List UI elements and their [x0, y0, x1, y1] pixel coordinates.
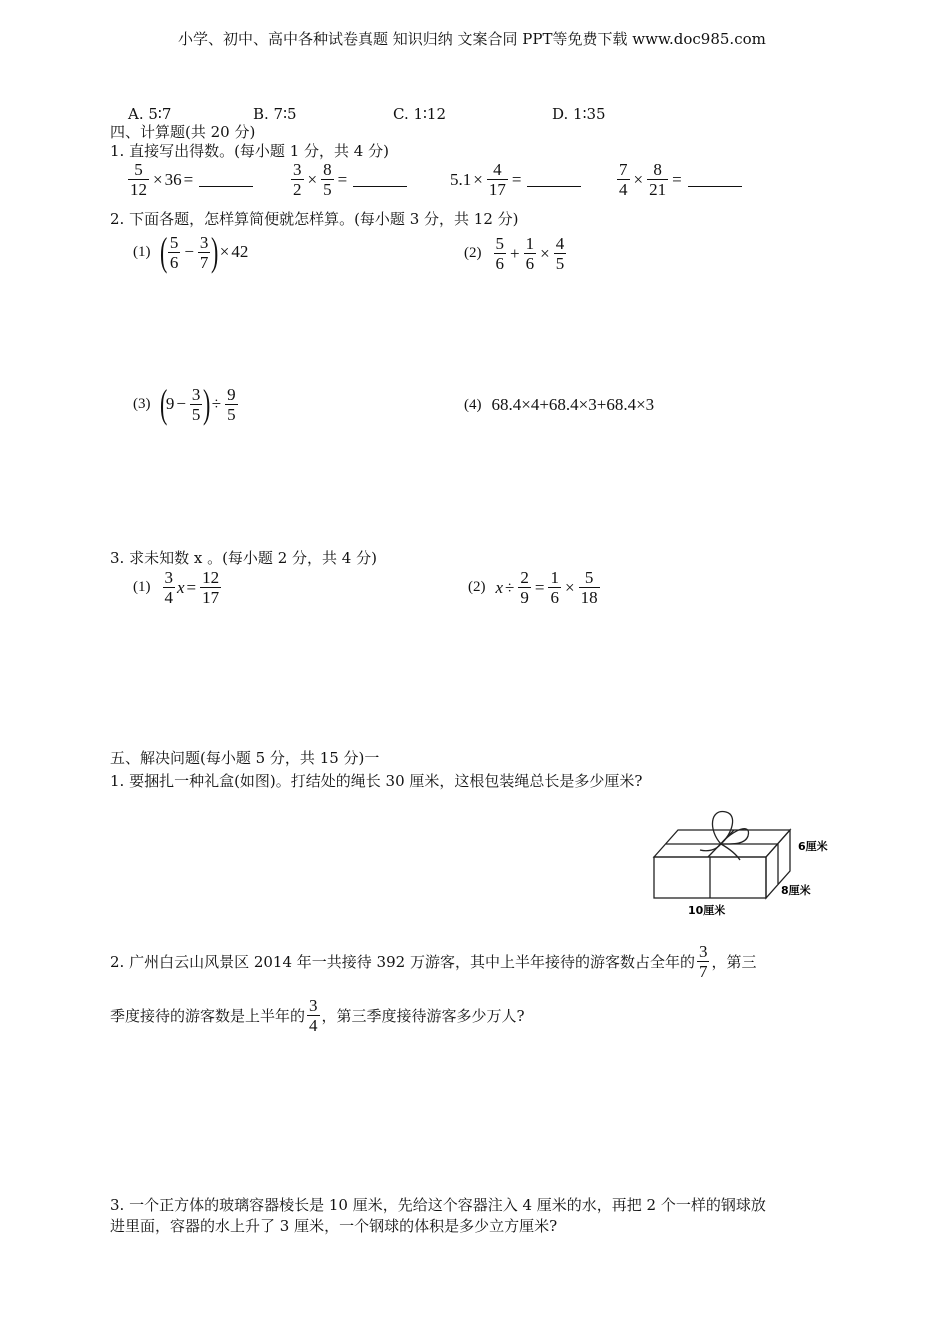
frac-den: 5 [227, 404, 236, 424]
problem-label: (1) [133, 579, 151, 595]
frac-num: 5 [169, 232, 179, 252]
s4-q2-title: 2. 下面各题，怎样算简便就怎样算。(每小题 3 分，共 12 分) [110, 210, 519, 228]
equals-sign: = [511, 169, 522, 189]
s5-q2-text-b: ，第三 [711, 952, 757, 971]
s4-q3-problem-1 [133, 568, 223, 607]
times-sign: × [473, 169, 483, 189]
bow-left-loop [712, 812, 732, 844]
s4-q2-problem-3: (3) ( 9 − $\frac{3}{5}$ ) ÷ $\frac{9}{5}$ [133, 381, 236, 426]
s4-q1-expr-1 [126, 160, 253, 199]
section5-title: 五、解决问题(每小题 5 分，共 15 分)一 [110, 749, 380, 767]
problem-label: (3) [133, 395, 151, 412]
frac-den: 6 [525, 254, 535, 273]
frac-num: 8 [653, 160, 662, 179]
gift-box-figure [648, 800, 840, 920]
frac-num: 3 [293, 160, 302, 179]
s4-q1-expr-4 [615, 160, 742, 199]
equals-sign: = [183, 169, 194, 189]
divide-sign: ÷ [505, 577, 515, 597]
frac-num: 9 [227, 384, 236, 404]
frac-den: 9 [520, 588, 529, 607]
frac-den: 5 [323, 180, 332, 199]
page-header: 小学、初中、高中各种试卷真题 知识归纳 文案合同 PPT等免费下载 www.doc985.com [178, 30, 766, 48]
frac-num: 8 [323, 160, 332, 179]
frac-num: 5 [584, 568, 594, 587]
frac-num: 5 [495, 234, 504, 253]
bow-right-loop [721, 829, 749, 844]
s4-q3-problem-2 [468, 568, 602, 607]
frac-num: 3 [191, 384, 201, 404]
answer-blank[interactable] [527, 172, 581, 187]
number: 36 [164, 169, 182, 189]
number: 42 [231, 242, 249, 261]
number: 9 [165, 394, 175, 413]
frac-den: 5 [191, 404, 201, 424]
equals-sign: = [186, 577, 197, 597]
frac-den: 17 [202, 588, 220, 607]
s4-q2-problem-4 [464, 395, 654, 415]
height-label: 6厘米 [798, 840, 828, 853]
frac-num: 3 [698, 942, 708, 961]
equals-sign: = [534, 577, 545, 597]
frac-den: 4 [309, 1016, 318, 1035]
frac-num: 2 [520, 568, 529, 587]
frac-num: 5 [134, 160, 143, 179]
s4-q2-problem-2 [464, 234, 568, 273]
divide-sign: ÷ [211, 394, 222, 413]
s4-q1-title: 1. 直接写出得数。(每小题 1 分，共 4 分) [110, 142, 389, 160]
problem-label: (2) [464, 245, 482, 261]
equals-sign: = [672, 169, 682, 189]
frac-den: 4 [619, 180, 628, 199]
frac-num: 1 [525, 234, 535, 253]
frac-den: 17 [488, 180, 506, 199]
frac-den: 7 [199, 252, 209, 272]
option-a: A. 5∶7 [128, 105, 172, 123]
width-label: 8厘米 [781, 884, 811, 897]
times-sign: × [564, 577, 575, 597]
length-label: 10厘米 [688, 904, 726, 917]
s5-q3-line2: 进里面，容器的水上升了 3 厘米，一个钢球的体积是多少立方厘米? [110, 1217, 558, 1235]
s5-q3-line1: 3. 一个正方体的玻璃容器棱长是 10 厘米，先给这个容器注入 4 厘米的水，再把 2 个一样的钢球放 [110, 1196, 766, 1214]
unknown-x: x [177, 577, 185, 597]
answer-blank[interactable] [353, 172, 407, 187]
expression: 68.4×4+68.4×3+68.4×3 [491, 395, 655, 414]
times-sign: × [219, 242, 230, 261]
frac-den: 4 [164, 588, 173, 607]
frac-den: 7 [698, 962, 708, 981]
s5-q2-line2 [110, 996, 525, 1035]
s4-q2-problem-1: (1) ( $\frac{5}{6}$ − $\frac{3}{7}$ ) × 42 [133, 229, 249, 274]
frac-den: 2 [293, 180, 302, 199]
times-sign: × [540, 243, 550, 263]
frac-num: 4 [493, 160, 502, 179]
frac-den: 6 [550, 588, 559, 607]
s5-q2-text-d: ，第三季度接待游客多少万人? [321, 1006, 525, 1025]
option-b: B. 7∶5 [253, 105, 297, 123]
s4-q1-expr-2 [289, 160, 407, 199]
plus-sign: + [510, 243, 520, 263]
frac-den: 6 [169, 252, 179, 272]
frac-num: 3 [309, 996, 318, 1015]
frac-den: 12 [130, 180, 147, 199]
answer-blank[interactable] [199, 172, 253, 187]
problem-label: (2) [468, 579, 486, 595]
problem-label: (1) [133, 243, 151, 260]
unknown-x: x [495, 577, 504, 597]
answer-blank[interactable] [688, 172, 742, 187]
s5-q2-text-a: 2. 广州白云山风景区 2014 年一共接待 392 万游客，其中上半年接待的游客数占全年的 [110, 952, 695, 971]
times-sign: × [633, 169, 644, 189]
equals-sign: = [337, 169, 348, 189]
frac-num: 1 [550, 568, 559, 587]
frac-den: 5 [555, 254, 565, 273]
s5-q2-line1 [110, 942, 756, 981]
s4-q1-expr-3 [450, 160, 581, 199]
frac-num: 4 [555, 234, 565, 253]
option-c: C. 1∶12 [393, 105, 447, 123]
section4-title: 四、计算题(共 20 分) [110, 123, 256, 141]
frac-den: 18 [580, 588, 598, 607]
times-sign: × [153, 169, 163, 189]
s4-q3-title: 3. 求未知数 x 。(每小题 2 分，共 4 分) [110, 549, 377, 567]
s5-q1-text: 1. 要捆扎一种礼盒(如图)。打结处的绳长 30 厘米，这根包装绳总长是多少厘米? [110, 772, 643, 790]
frac-den: 6 [495, 254, 504, 273]
minus-sign: − [184, 242, 194, 261]
minus-sign: − [176, 394, 186, 413]
times-sign: × [307, 169, 318, 189]
frac-num: 7 [619, 160, 628, 179]
option-d: D. 1∶35 [552, 105, 606, 123]
frac-num: 12 [202, 568, 220, 587]
frac-num: 3 [164, 568, 173, 587]
s5-q2-text-c: 季度接待的游客数是上半年的 [110, 1006, 306, 1025]
frac-den: 21 [649, 180, 667, 199]
number: 5.1 [450, 169, 472, 189]
frac-num: 3 [199, 232, 209, 252]
problem-label: (4) [464, 396, 482, 413]
